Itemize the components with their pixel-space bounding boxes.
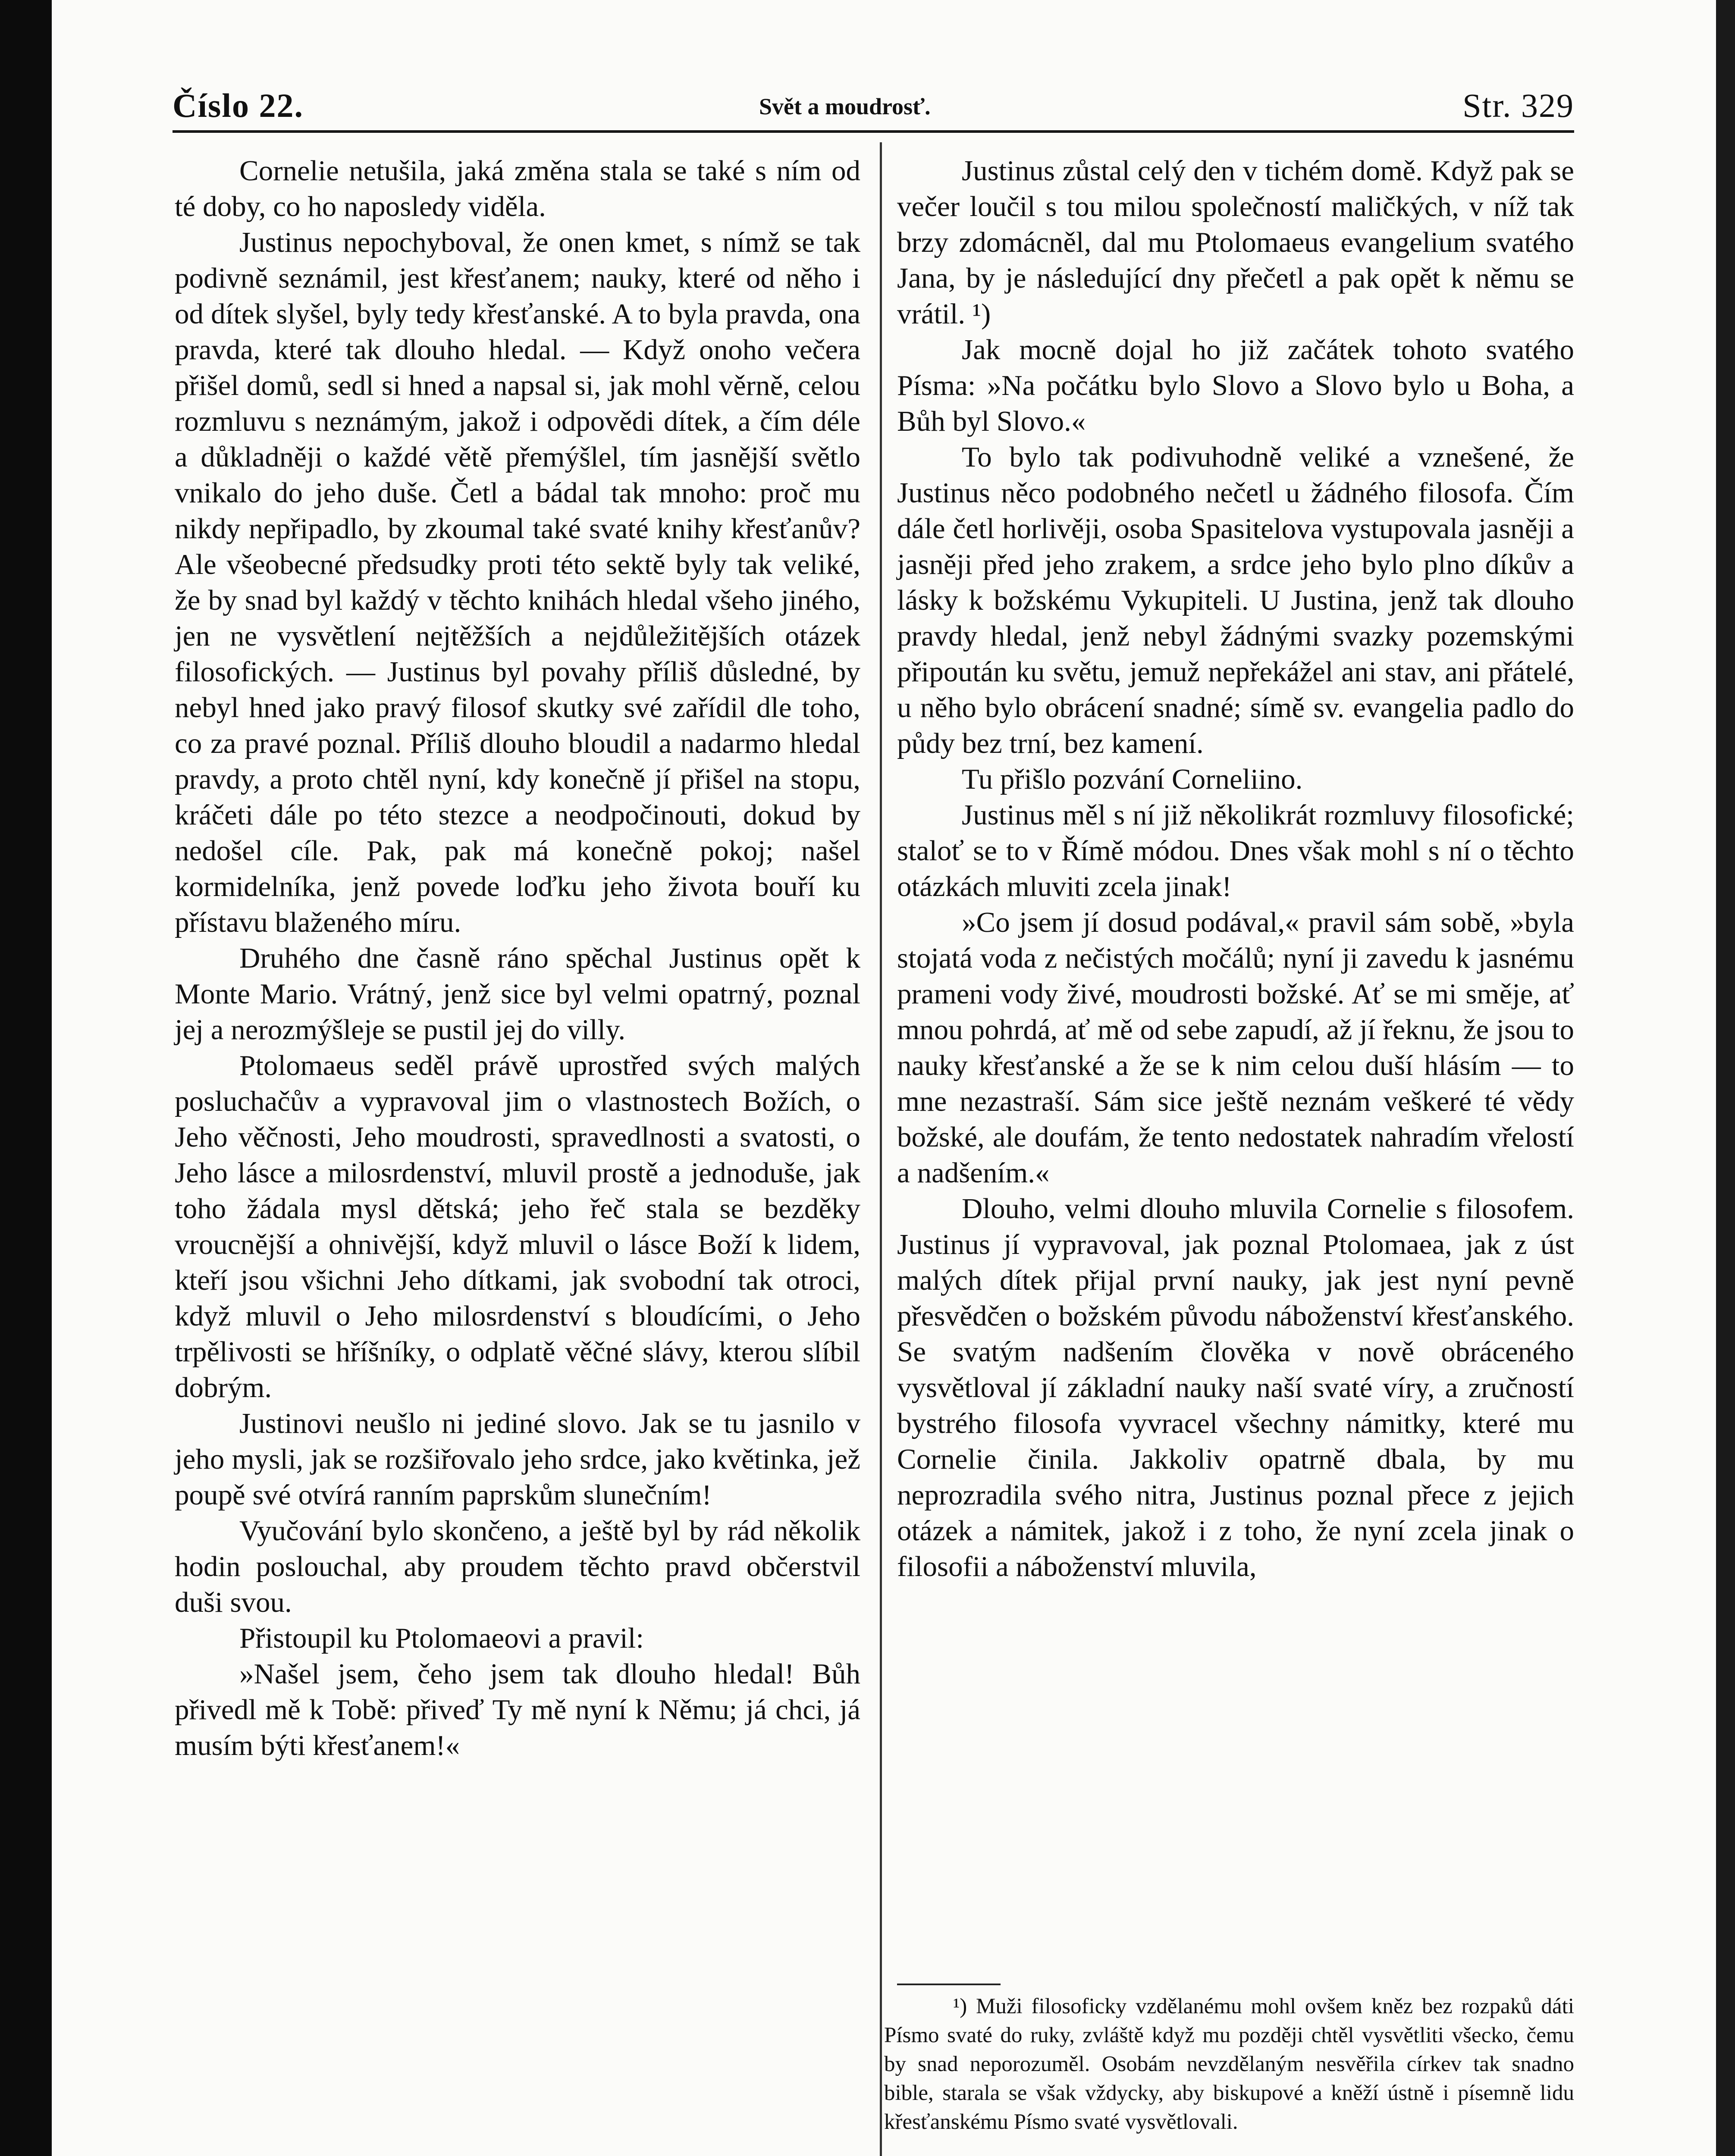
paragraph: Přistoupil ku Ptolomaeovi a pravil: [239, 1622, 644, 1654]
paragraph: Jak mocně dojal ho již začátek tohoto svatého Písma: »Na počátku bylo Slovo a Slovo bylo u Boha, a Bůh byl Slovo.« [897, 334, 1574, 437]
paragraph: Justinus zůstal celý den v tichém domě. Když pak se večer loučil s tou milou společností maličkých, v níž tak brzy zdomácněl, dal mu Ptolomaeus evangelium svatého Jana, by je následující dny přečetl a pak opět k němu se vrátil. ¹) [897, 155, 1574, 330]
paragraph: Tu přišlo pozvání Corneliino. [962, 763, 1303, 795]
journal-title: Svět a moudrosť. [759, 94, 931, 119]
header-rule [173, 130, 1574, 133]
right-column [897, 153, 1574, 1585]
paragraph: Cornelie netušila, jaká změna stala se také s ním od té doby, co ho naposledy viděla. [175, 155, 860, 222]
paragraph: Druhého dne časně ráno spěchal Justinus opět k Monte Mario. Vrátný, jenž sice byl velmi opatrný, poznal jej a nerozmýšleje se pustil jej do villy. [175, 942, 860, 1046]
issue-number: Číslo 22. [173, 87, 304, 124]
paragraph: Justinus nepochyboval, že onen kmet, s nímž se tak podivně seznámil, jest křesťanem; nauky, které od něho i od dítek slyšel, byly tedy křesťanské. A to byla pravda, ona pravda, které tak dlouho hledal. — Když onoho večera přišel domů, sedl si hned a napsal si, jak mohl věrně, celou rozmluvu s neznámým, jakož i odpovědi dítek, a čím déle a důkladněji o každé větě přemýšlel, tím jasnější světlo vnikalo do jeho duše. Četl a bádal tak mnoho: proč mu nikdy nepřipadlo, by zkoumal také svaté knihy křesťanův? Ale všeobecné předsudky proti této sektě byly tak veliké, že by snad byl každý v těchto knihách hledal všeho jiného, jen ne vysvětlení nejtěžších a nejdůležitějších otázek filosofických. — Justinus byl povahy příliš důsledné, by nebyl hned jako pravý filosof skutky své zařídil dle toho, co za pravé poznal. Příliš dlouho bloudil a nadarmo hledal pravdy, a proto chtěl nyní, kdy konečně jí přišel na stopu, kráčeti dále po této stezce a neodpočinouti, dokud by nedošel cíle. Pak, pak má konečně pokoj; našel kormidelníka, jenž povede loďku jeho života bouří ku přístavu blaženého míru. [175, 226, 860, 938]
paragraph: »Našel jsem, čeho jsem tak dlouho hledal! Bůh přivedl mě k Tobě: přiveď Ty mě nyní k Němu; já chci, já musím býti křesťanem!« [175, 1658, 860, 1761]
book-gutter [0, 0, 52, 2156]
paragraph: Justinus měl s ní již několikrát rozmluvy filosofické; staloť se to v Římě módou. Dnes však mohl s ní o těchto otázkách mluviti zcela jinak! [897, 799, 1574, 903]
paragraph: Vyučování bylo skončeno, a ještě byl by rád několik hodin poslouchal, aby proudem těchto pravd občerstvil duši svou. [175, 1515, 860, 1618]
paragraph: Justinovi neušlo ni jediné slovo. Jak se tu jasnilo v jeho mysli, jak se rozšiřovalo jeho srdce, jako květinka, jež poupě své otvírá ranním paprskům slunečním! [175, 1407, 860, 1511]
column-divider [880, 142, 882, 2156]
page-edge [1716, 0, 1735, 2156]
footnote-rule [897, 1984, 1001, 1985]
paragraph: Dlouho, velmi dlouho mluvila Cornelie s filosofem. Justinus jí vypravoval, jak poznal Ptolomaea, jak z úst malých dítek přijal první nauky, jak jest nyní pevně přesvědčen o božském původu náboženství křesťanského. Se svatým nadšením člověka v nově obráceného vysvětloval jí základní nauky naší svaté víry, a zručností bystrého filosofa vyvracel všechny námitky, které mu Cornelie činila. Jakkoliv opatrně dbala, by mu neprozradila svého nitra, Justinus poznal přece z jejich otázek a námitek, jakož i z toho, že nyní zcela jinak o filosofii a náboženství mluvila, [897, 1193, 1574, 1583]
footnote-text: ¹) Muži filosoficky vzdělanému mohl ovšem kněz bez rozpaků dáti Písmo svaté do ruky, zvláště když mu později chtěl vysvětliti všecko, čemu by snad neporozuměl. Osobám nevzdělaným nesvěřila církev tak snadno bible, starala se však vždycky, aby biskupové a kněží ústně i písemně lidu křesťanskému Písmo svaté vysvětlovali. [884, 1994, 1574, 2134]
paragraph: To bylo tak podivuhodně veliké a vznešené, že Justinus něco podobného nečetl u žádného filosofa. Čím dále četl horlivěji, osoba Spasitelova vystupovala jasněji a jasněji před jeho zrakem, a srdce jeho bylo plno díkův a lásky k božskému Vykupiteli. U Justina, jenž tak dlouho pravdy hledal, jenž nebyl žádnými svazky pozemskými připoután ku světu, jemuž nepřekážel ani stav, ani přátelé, u něho bylo obrácení snadné; símě sv. evangelia padlo do půdy bez trní, bez kamení. [897, 441, 1574, 759]
running-header [173, 86, 1574, 134]
page-number: Str. 329 [1462, 87, 1574, 124]
left-column [175, 153, 860, 1764]
paragraph: »Co jsem jí dosud podával,« pravil sám sobě, »byla stojatá voda z nečistých močálů; nyní ji zavedu k jasnému prameni vody živé, moudrosti božské. Ať se mi směje, ať mnou pohrdá, ať mě od sebe zapudí, až jí řeknu, že jsou to nauky křesťanské a že se k nim celou duší hlásím — to mne nezastraší. Sám sice ještě neznám veškeré té vědy božské, ale doufám, že tento nedostatek nahradím vřelostí a nadšením.« [897, 906, 1574, 1189]
paragraph: Ptolomaeus seděl právě uprostřed svých malých posluchačův a vypravoval jim o vlastnostech Božích, o Jeho věčnosti, Jeho moudrosti, spravedlnosti a svatosti, o Jeho lásce a milosrdenství, mluvil prostě a jednoduše, jak toho žádala mysl dětská; jeho řeč stala se bezděky vroucnější a ohnivější, když mluvil o lásce Boží k lidem, kteří jsou všichni Jeho dítkami, jak svobodní tak otroci, když mluvil o Jeho milosrdenství s bloudícími, o Jeho trpělivosti se hříšníky, o odplatě věčné slávy, kterou slíbil dobrým. [175, 1050, 860, 1404]
footnote [884, 1992, 1574, 2137]
